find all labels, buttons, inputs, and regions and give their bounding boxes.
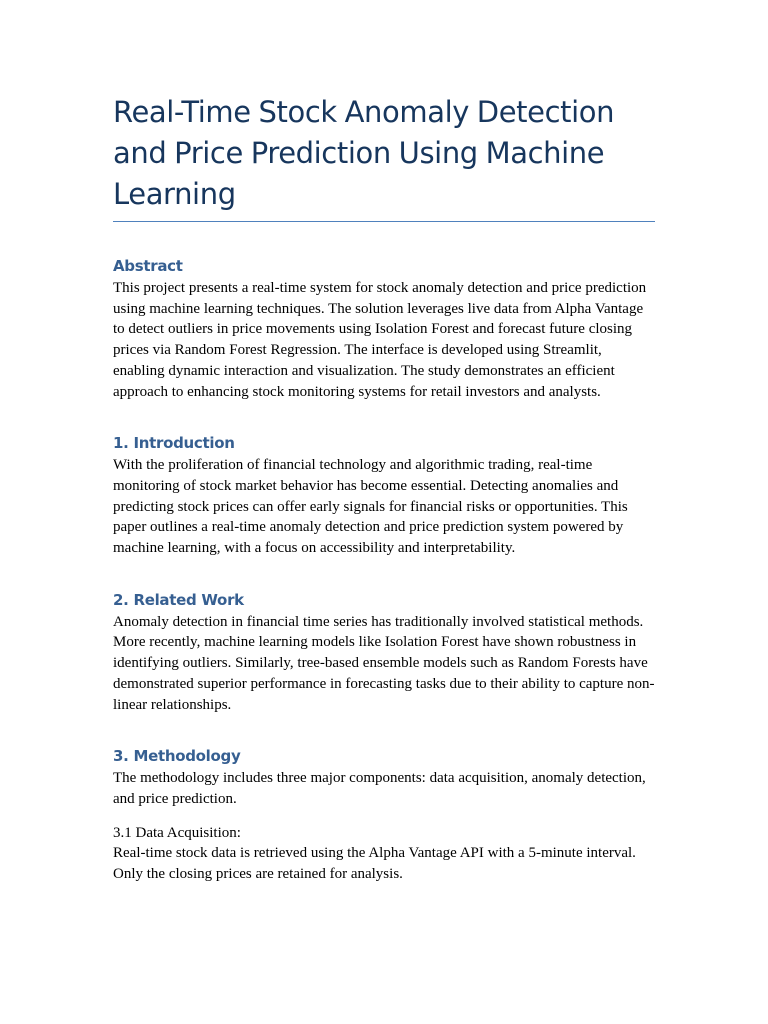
introduction-heading: 1. Introduction [113,434,235,453]
data-acquisition-body: Real-time stock data is retrieved using the Alpha Vantage API with a 5-minute interval. Only the closing prices are retained for analysis. [113,845,636,883]
abstract-body: This project presents a real-time system for stock anomaly detection and price prediction using machine learning techniques. The solution leverages live data from Alpha Vantage to detect outliers in price movements using Isolation Forest and forecast future closing prices via Random Forest Regression. The interface is developed using Streamlit, enabling dynamic interaction and visualization. The study demonstrates an efficient approach to enhancing stock monitoring systems for retail investors and analysts. [113,280,647,400]
document-title: Real-Time Stock Anomaly Detection and Price Prediction Using Machine Learning [113,92,655,222]
introduction-section [113,434,655,559]
introduction-body: With the proliferation of financial technology and algorithmic trading, real-time monitoring of stock market behavior has become essential. Detecting anomalies and predicting stock prices can offer early signals for financial risks or opportunities. This paper outlines a real-time anomaly detection and price prediction system powered by machine learning, with a focus on accessibility and interpretability. [113,457,628,557]
abstract-section [113,257,655,402]
methodology-heading: 3. Methodology [113,747,241,766]
document-content [113,92,655,885]
abstract-heading: Abstract [113,257,183,275]
related-work-body: Anomaly detection in financial time series has traditionally involved statistical methods. More recently, machine learning models like Isolation Forest have shown robustness in identifying outliers. Similarly, tree-based ensemble models such as Random Forests have demonstrated superior performance in forecasting tasks due to their ability to capture non-linear relationships. [113,613,655,713]
methodology-body: The methodology includes three major components: data acquisition, anomaly detection, and price prediction. [113,770,646,807]
related-work-section [113,591,655,716]
related-work-heading: 2. Related Work [113,590,244,609]
data-acquisition-label: 3.1 Data Acquisition: [113,824,241,841]
methodology-section [113,747,655,885]
